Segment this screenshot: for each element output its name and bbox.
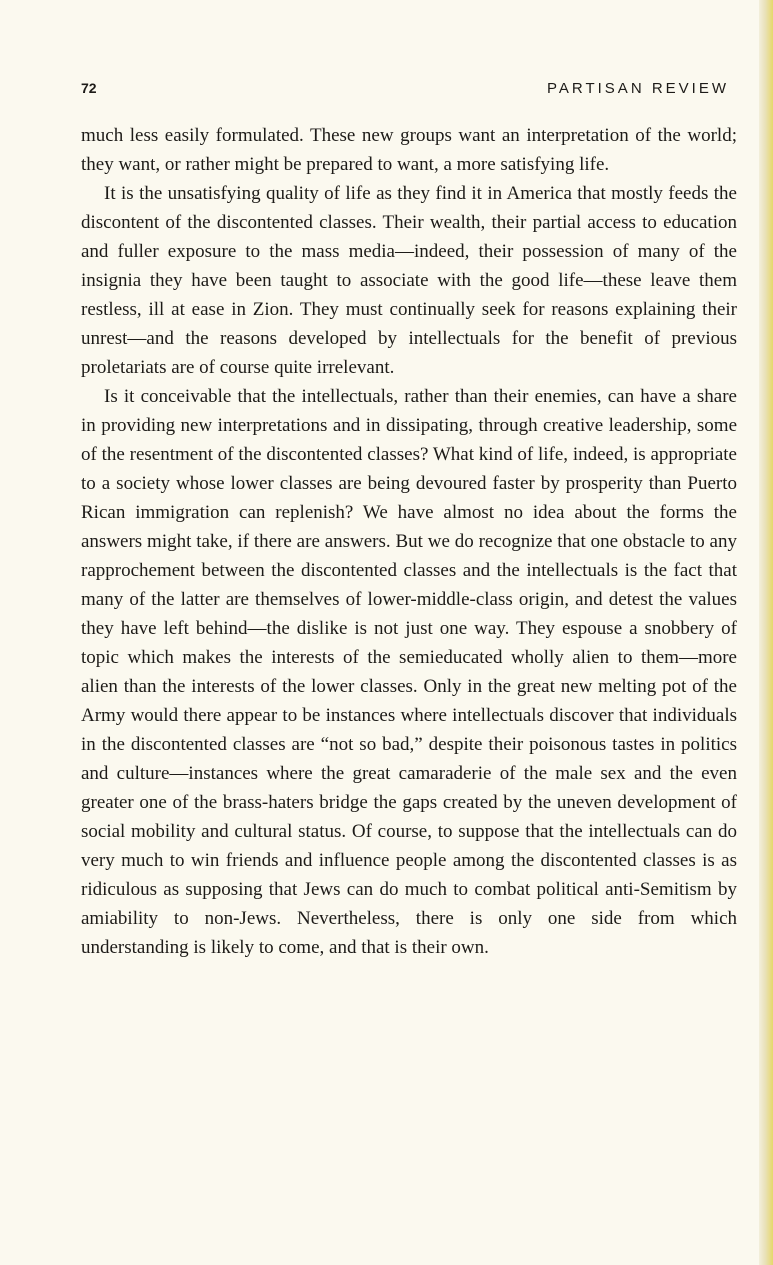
running-head: PARTISAN REVIEW (547, 80, 729, 97)
paragraph-1: much less easily formulated. These new groups want an interpretation of the world; they want, or rather might be prepared to want, a more satisfying life. (81, 125, 737, 175)
body-text (81, 121, 737, 962)
page-header (81, 80, 729, 100)
page-number: 72 (81, 80, 97, 96)
paragraph-3: Is it conceivable that the intellectuals, rather than their enemies, can have a share in providing new interpretations and in dissipating, through creative leadership, some of the resentment of the discontented classes? What kind of life, indeed, is appropriate to a society whose lower classes are being devoured faster by prosperity than Puerto Rican immigration can replenish? We have almost no idea about the forms the answers might take, if there are answers. But we do recognize that one obstacle to any rapprochement between the discontented classes and the intellectuals is the fact that many of the latter are themselves of lower-middle-class origin, and detest the values they have left behind—the dislike is not just one way. They espouse a snobbery of topic which makes the interests of the semieducated wholly alien to them—more alien than the interests of the lower classes. Only in the great new melting pot of the Army would there appear to be instances where intellectuals discover that individuals in the discontented classes are “not so bad,” despite their poisonous tastes in politics and culture—instances where the great camaraderie of the male sex and the even greater one of the brass-haters bridge the gaps created by the uneven development of social mobility and cultural status. Of course, to suppose that the intellectuals can do very much to win friends and influence people among the discontented classes is as ridiculous as supposing that Jews can do much to combat political anti-Semitism by amiability to non-Jews. Nevertheless, there is only one side from which understanding is likely to come, and that is their own. (81, 386, 737, 958)
page-edge (759, 0, 773, 1265)
paragraph-2: It is the unsatisfying quality of life as they find it in America that mostly feeds the discontent of the discontented classes. Their wealth, their partial access to education and fuller exposure to the mass media—indeed, their possession of many of the insignia they have been taught to associate with the good life—these leave them restless, ill at ease in Zion. They must continually seek for reasons explaining their unrest—and the reasons developed by intellectuals for the benefit of previous proletariats are of course quite irrelevant. (81, 183, 737, 378)
